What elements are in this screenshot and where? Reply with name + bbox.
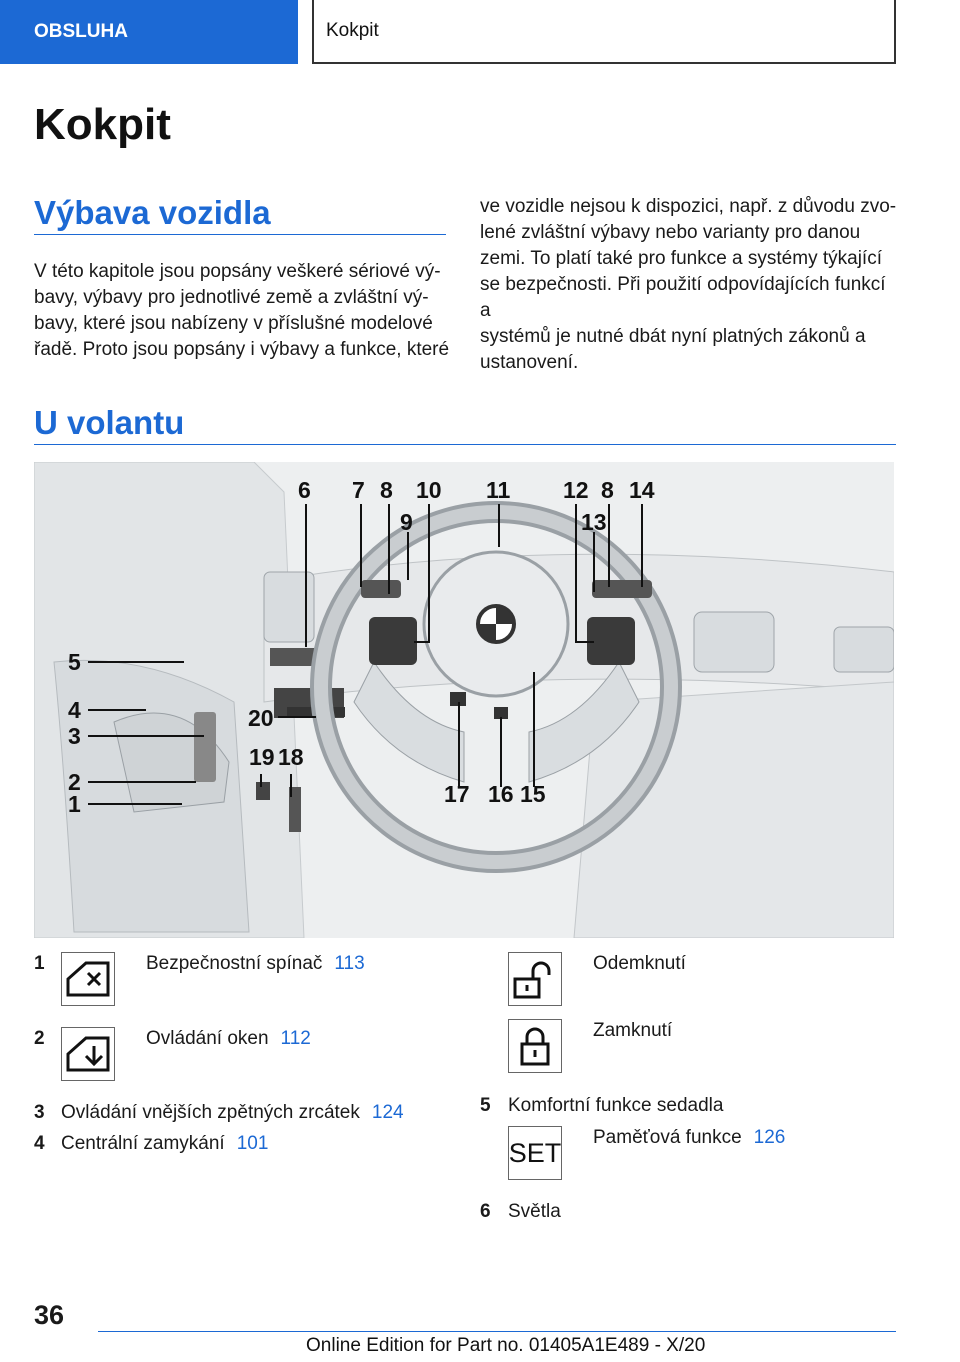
text-line: řadě. Proto jsou popsány i výbavy a funkce, které <box>34 339 450 360</box>
page-reference[interactable]: 101 <box>236 1133 269 1154</box>
callout-9: 9 <box>400 509 413 535</box>
callout-18: 18 <box>278 744 304 770</box>
callout-19: 19 <box>249 744 275 770</box>
callout-4: 4 <box>68 697 81 723</box>
legend-number: 2 <box>34 1028 45 1049</box>
header-section <box>0 0 298 64</box>
memory-set-icon <box>508 1126 562 1180</box>
legend-text: Světla <box>508 1201 561 1222</box>
callout-14: 14 <box>629 477 655 503</box>
footer-edition: Online Edition for Part no. 01405A1E489 - X/20 <box>306 1335 706 1356</box>
callout-13: 13 <box>581 509 607 535</box>
legend-text: Komfortní funkce sedadla <box>508 1095 724 1116</box>
page-title: Kokpit <box>34 100 171 149</box>
footer-rule <box>98 1331 896 1332</box>
legend-number: 4 <box>34 1133 45 1154</box>
legend-label <box>146 1027 311 1051</box>
legend-number: 3 <box>34 1102 45 1123</box>
page-reference[interactable]: 126 <box>753 1127 786 1148</box>
lock-icon <box>508 1019 562 1073</box>
leader-10 <box>414 504 429 642</box>
legend-label <box>593 1126 785 1150</box>
callout-17: 17 <box>444 781 470 807</box>
callout-3: 3 <box>68 723 81 749</box>
section-title-volant: U volantu <box>34 404 185 441</box>
intro-column-2 <box>480 194 900 376</box>
window-safety-switch-icon <box>61 952 115 1006</box>
legend-number: 6 <box>480 1201 491 1222</box>
callout-20: 20 <box>248 705 274 731</box>
legend-text: Odemknutí <box>593 953 686 974</box>
section-title-vybava: Výbava vozidla <box>34 194 271 231</box>
callout-11: 11 <box>486 477 511 503</box>
page-reference[interactable]: 113 <box>334 953 365 974</box>
legend-text: Paměťová funkce <box>593 1127 742 1148</box>
callout-15: 15 <box>520 781 546 807</box>
legend-text: Zamknutí <box>593 1020 673 1041</box>
page-number: 36 <box>34 1300 65 1330</box>
legend-label <box>61 1101 404 1125</box>
callout-6: 6 <box>298 477 311 503</box>
text-line: bavy, výbavy pro jednotlivé země a zvláštní vý‐ <box>34 287 429 308</box>
legend-text: Ovládání oken <box>146 1028 269 1049</box>
legend-text: Ovládání vnějších zpětných zrcátek <box>61 1102 360 1123</box>
callout-1: 1 <box>68 791 81 817</box>
text-line: ustanovení. <box>480 352 579 373</box>
page-reference[interactable]: 124 <box>371 1102 404 1123</box>
section-rule <box>34 234 446 235</box>
legend-label <box>146 952 365 976</box>
legend-text: Bezpečnostní spínač <box>146 953 323 974</box>
section-rule <box>34 444 896 445</box>
callout-2: 2 <box>68 769 81 795</box>
legend-text: Centrální zamykání <box>61 1133 225 1154</box>
header-chapter <box>312 0 896 64</box>
legend-number: 1 <box>34 953 45 974</box>
callout-layer <box>34 462 894 938</box>
callout-10: 10 <box>416 477 442 503</box>
text-line: lené zvláštní výbavy nebo varianty pro danou <box>480 222 861 243</box>
callout-16: 16 <box>488 781 514 807</box>
legend-label <box>61 1132 268 1156</box>
text-line: ve vozidle nejsou k dispozici, např. z důvodu zvo‐ <box>480 196 897 217</box>
text-line: V této kapitole jsou popsány veškeré sériové vý‐ <box>34 261 441 282</box>
header-section-label: OBSLUHA <box>34 21 128 42</box>
set-icon-text: SET <box>508 1138 562 1168</box>
callout-8: 8 <box>380 477 393 503</box>
legend-number: 5 <box>480 1095 491 1116</box>
callout-12: 12 <box>563 477 589 503</box>
callout-7: 7 <box>352 477 365 503</box>
page-reference[interactable]: 112 <box>280 1028 311 1049</box>
window-control-icon <box>61 1027 115 1081</box>
callout-8b: 8 <box>601 477 614 503</box>
unlock-icon <box>508 952 562 1006</box>
text-line: systémů je nutné dbát nyní platných zákonů a <box>480 326 866 347</box>
cockpit-illustration <box>34 462 894 938</box>
callout-5: 5 <box>68 649 81 675</box>
text-line: se bezpečnosti. Při použití odpovídajících funkcí a <box>480 274 886 321</box>
intro-column-1 <box>34 259 454 363</box>
text-line: zemi. To platí také pro funkce a systémy týkající <box>480 248 882 269</box>
header-chapter-label: Kokpit <box>326 20 379 41</box>
text-line: bavy, které jsou nabízeny v příslušné modelové <box>34 313 433 334</box>
